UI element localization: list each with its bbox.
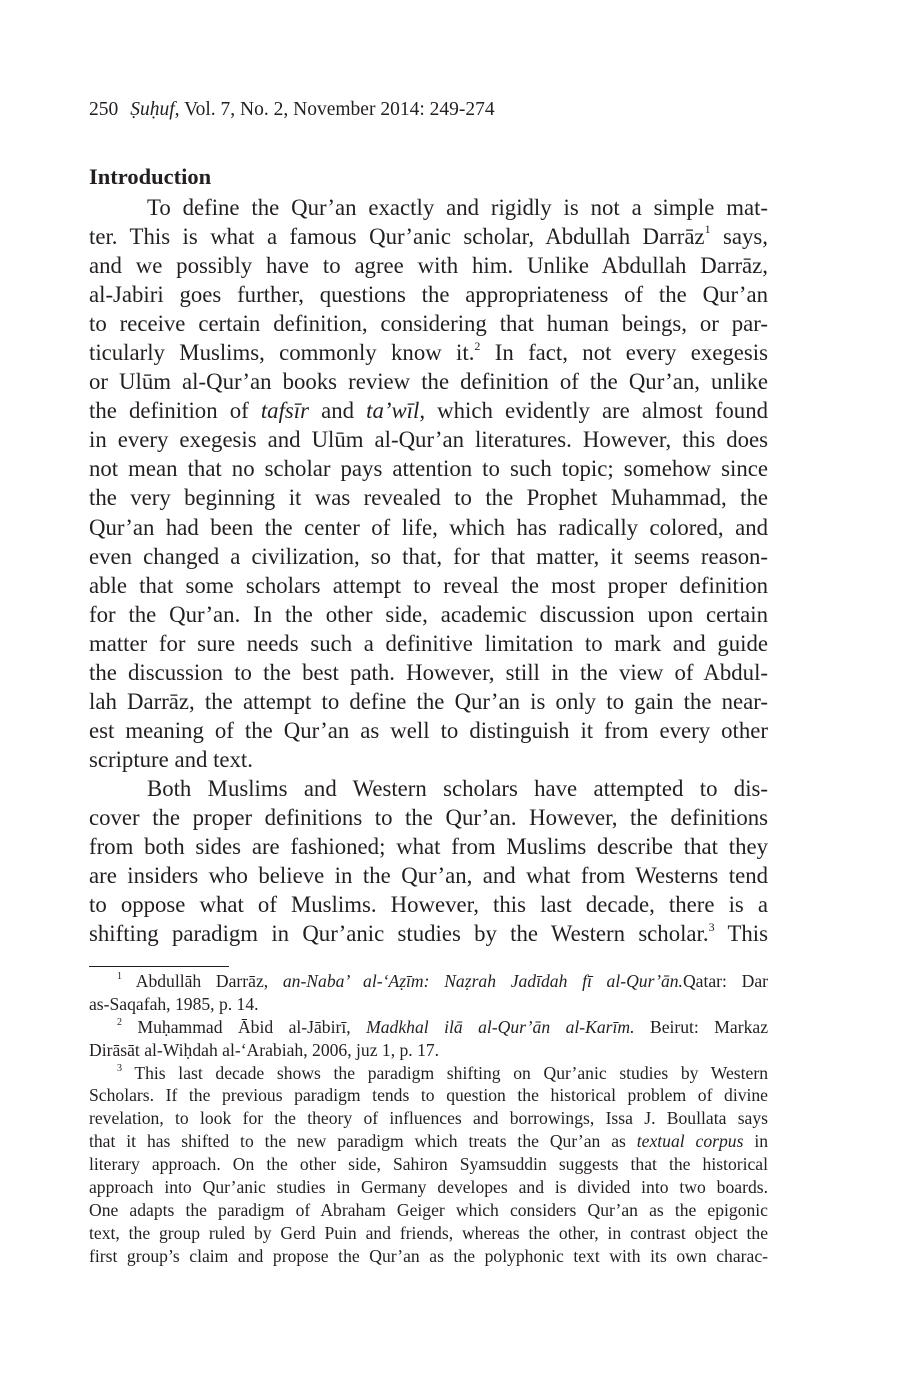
italic-term: tafsīr	[260, 398, 309, 424]
footnote-line: revelation, to look for the theory of influences and borrowings, Issa J. Boullata says	[89, 1108, 768, 1129]
footnote-line: $^1$ Abdullāh Darrāz, an-Naba’ al-‘Aẓīm: Naẓrah Jadīdah fī al-Qur’ān.Qatar: Dar	[117, 971, 768, 991]
footnote-line: text, the group ruled by Gerd Puin and friends, whereas the other, in contrast object the	[89, 1222, 768, 1243]
body-text	[89, 193, 768, 948]
footnotes	[89, 970, 768, 1268]
paragraph-line: matter for sure needs such a definitive limitation to mark and guide	[89, 630, 768, 656]
footnote-line: first group’s claim and propose the Qur’an as the polyphonic text with its own charac-	[89, 1245, 768, 1266]
footnote-line: Dirāsāt al-Wiḥdah al-‘Arabiah, 2006, juz 1, p. 17.	[89, 1039, 440, 1060]
footnote-ref: 2	[474, 338, 481, 353]
footnote-line: that it has shifted to the new paradigm which treats the Qur’an as textual corpus in	[89, 1131, 768, 1152]
paragraph-line: ter. This is what a famous Qur’anic scholar, Abdullah Darrāz$^1$ says,	[89, 222, 768, 250]
issue-info: , Vol. 7, No. 2, November 2014: 249-274	[174, 99, 495, 120]
paragraph-line: ticularly Muslims, commonly know it.$^2$ In fact, not every exegesis	[89, 338, 768, 366]
paragraph-line: the definition of tafsīr and ta’wīl, which evidently are almost found	[89, 398, 768, 424]
paragraph-line: est meaning of the Qur’an as well to distinguish it from every other	[89, 717, 768, 743]
paragraph-line: Both Muslims and Western scholars have attempted to dis-	[147, 775, 768, 801]
paragraph-line: al-Jabiri goes further, questions the appropriateness of the Qur’an	[89, 282, 768, 308]
paragraph-line: cover the proper definitions to the Qur’an. However, the definitions	[89, 804, 768, 830]
paragraph-line: to oppose what of Muslims. However, this last decade, there is a	[89, 892, 768, 918]
paragraph-line: are insiders who believe in the Qur’an, and what from Westerns tend	[89, 863, 768, 889]
footnote-line: literary approach. On the other side, Sahiron Syamsuddin suggests that the historical	[89, 1154, 768, 1175]
paragraph-line: the discussion to the best path. However, still in the view of Abdul-	[89, 659, 768, 685]
paragraph-line: or Ulūm al-Qur’an books review the definition of the Qur’an, unlike	[89, 369, 768, 395]
footnote-line: as-Saqafah, 1985, p. 14.	[89, 993, 259, 1014]
page-number: 250	[89, 99, 119, 120]
footnote-ref: 1	[704, 222, 711, 237]
paragraph-line: lah Darrāz, the attempt to define the Qur’an is only to gain the near-	[89, 688, 768, 714]
paragraph-line: for the Qur’an. In the other side, academic discussion upon certain	[89, 601, 768, 627]
section-heading: Introduction	[89, 164, 212, 189]
paragraph-line: the very beginning it was revealed to the Prophet Muhammad, the	[89, 485, 768, 511]
paragraph-line: To define the Qur’an exactly and rigidly is not a simple mat-	[147, 195, 768, 220]
running-head	[89, 98, 495, 122]
footnote-ref: 3	[708, 919, 715, 934]
paragraph-line: and we possibly have to agree with him. Unlike Abdullah Darrāz,	[89, 253, 768, 279]
paragraph-line: from both sides are fashioned; what from Muslims describe that they	[89, 834, 768, 860]
footnote-line: $^3$ This last decade shows the paradigm shifting on Qur’anic studies by Western	[117, 1062, 769, 1083]
paragraph-line: not mean that no scholar pays attention to such topic; somehow since	[89, 456, 768, 482]
paragraph-line: shifting paradigm in Qur’anic studies by the Western scholar.$^3$ This	[89, 919, 768, 947]
paragraph-line: scripture and text.	[89, 746, 253, 772]
footnote-number: 3	[117, 1062, 122, 1074]
paragraph-line: in every exegesis and Ulūm al-Qur’an literatures. However, this does	[89, 427, 768, 453]
footnote-number: 1	[117, 971, 122, 983]
italic-term: ta’wīl,	[366, 398, 426, 424]
footnote-number: 2	[117, 1016, 122, 1028]
paragraph-line: even changed a civilization, so that, for that matter, it seems reason-	[89, 543, 768, 569]
footnote-line: approach into Qur’anic studies in Germany developes and is divided into two boards.	[89, 1177, 768, 1198]
journal-title: Ṣuḥuf	[130, 99, 175, 120]
footnote-line: $^2$ Muḥammad Ābid al-Jābirī, Madkhal ilā al-Qur’ān al-Karīm. Beirut: Markaz	[117, 1016, 769, 1037]
paragraph-line: Qur’an had been the center of life, which has radically colored, and	[89, 514, 768, 540]
paragraph-line: able that some scholars attempt to reveal the most proper definition	[89, 572, 768, 598]
footnote-rule	[89, 966, 229, 967]
footnote-line: One adapts the paradigm of Abraham Geiger which considers Qur’an as the epigonic	[89, 1199, 768, 1220]
paragraph-line: to receive certain definition, considering that human beings, or par-	[89, 311, 768, 337]
footnote-line: Scholars. If the previous paradigm tends to question the historical problem of divine	[89, 1085, 768, 1106]
